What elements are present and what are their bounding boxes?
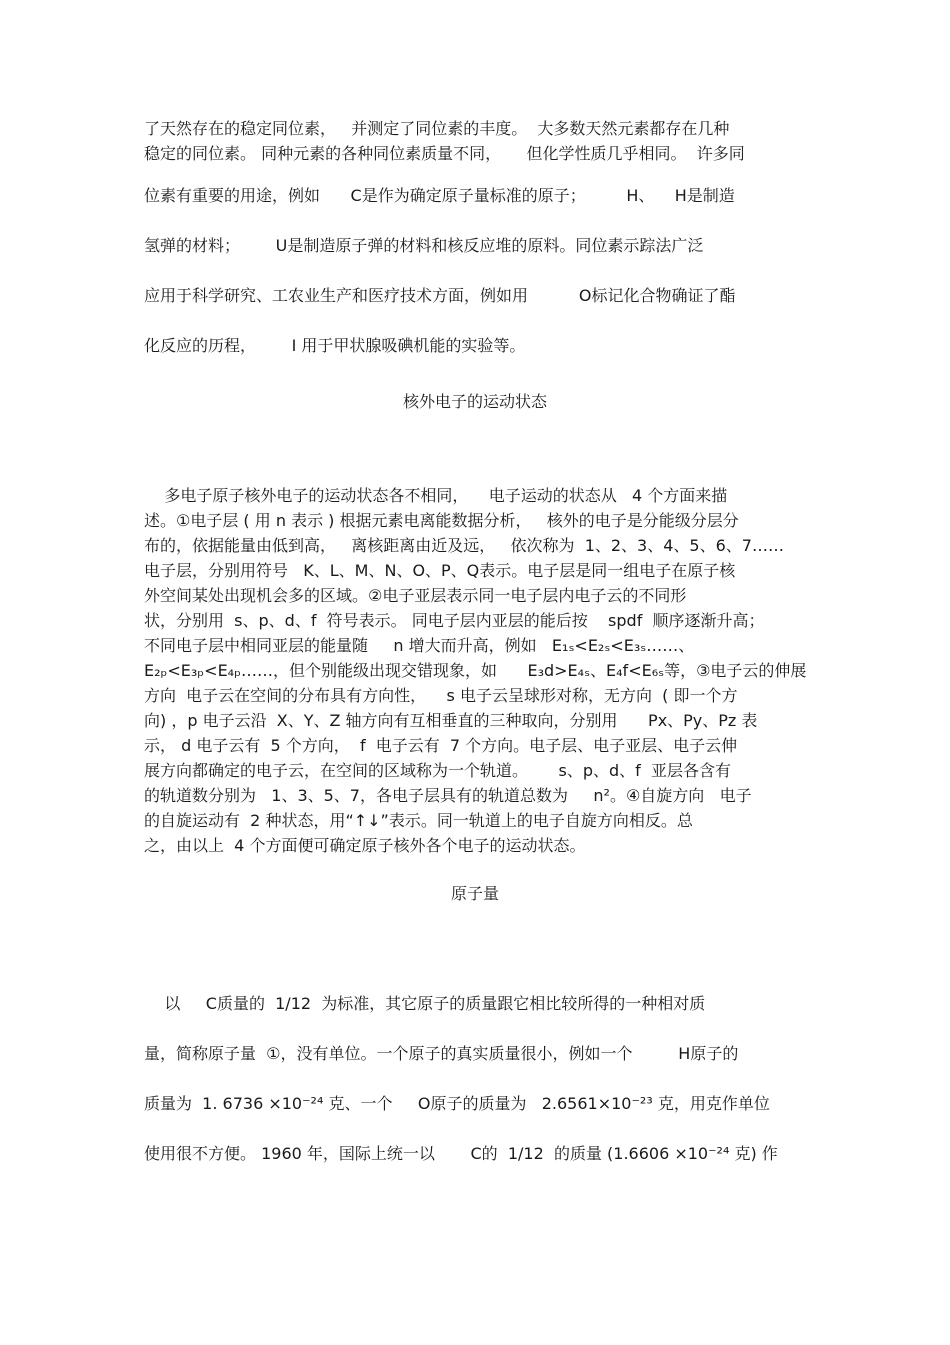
- paragraph-line: 示， d 电子云有 5 个方向， f 电子云有 7 个方向。电子层、电子亚层、电子云伸: [144, 736, 738, 755]
- paragraph-line: 向) ，p 电子云沿 X、Y、Z 轴方向有互相垂直的三种取向，分别用 Px、Py、Pz 表: [144, 711, 758, 730]
- paragraph-line: 的自旋运动有 2 种状态，用“↑↓”表示。同一轨道上的电子自旋方向相反。总: [144, 811, 693, 830]
- paragraph-line: 量，简称原子量 ①，没有单位。一个原子的真实质量很小，例如一个 H原子的: [144, 1044, 739, 1063]
- paragraph-line: 布的，依据能量由低到高， 离核距离由近及远， 依次称为 1、2、3、4、5、6、7……: [144, 536, 784, 555]
- paragraph-line: 述。①电子层 ( 用 n 表示 ) 根据元素电离能数据分析， 核外的电子是分能级分层分: [144, 511, 739, 530]
- paragraph-line: 位素有重要的用途，例如 C是作为确定原子量标准的原子； H、 H是制造: [144, 186, 735, 205]
- section-heading: 原子量: [450, 884, 499, 903]
- paragraph-line: 外空间某处出现机会多的区域。②电子亚层表示同一电子层内电子云的不同形: [144, 586, 687, 605]
- paragraph-line: 稳定的同位素。 同种元素的各种同位素质量不同， 但化学性质几乎相同。 许多同: [144, 144, 745, 163]
- paragraph-line: 状，分别用 s、p、d、f 符号表示。 同电子层内亚层的能后按 spdf 顺序逐渐升高；: [144, 611, 765, 630]
- paragraph-line: 了天然存在的稳定同位素， 并测定了同位素的丰度。 大多数天然元素都存在几种: [144, 119, 730, 138]
- section-heading: 核外电子的运动状态: [402, 392, 547, 411]
- paragraph-line: E₂ₚ<E₃ₚ<E₄ₚ……，但个别能级出现交错现象，如 E₃d>E₄ₛ、E₄f<E₆ₛ等，③电子云的伸展: [144, 661, 807, 680]
- paragraph-line: 使用很不方便。 1960 年，国际上统一以 C的 1/12 的质量 (1.6606 ×10⁻²⁴ 克) 作: [144, 1144, 778, 1163]
- paragraph-line: 氢弹的材料； U是制造原子弹的材料和核反应堆的原料。同位素示踪法广泛: [144, 236, 704, 255]
- paragraph-line: 电子层，分别用符号 K、L、M、N、O、P、Q表示。电子层是同一组电子在原子核: [144, 561, 736, 580]
- paragraph-line: 以 C质量的 1/12 为标准，其它原子的质量跟它相比较所得的一种相对质: [144, 994, 706, 1013]
- paragraph-line: 展方向都确定的电子云，在空间的区域称为一个轨道。 s、p、d、f 亚层各含有: [144, 761, 731, 780]
- paragraph-line: 应用于科学研究、工农业生产和医疗技术方面，例如用 O标记化合物确证了酯: [144, 286, 736, 305]
- paragraph-line: 的轨道数分别为 1、3、5、7，各电子层具有的轨道总数为 n²。④自旋方向 电子: [144, 786, 752, 805]
- paragraph-line: 质量为 1. 6736 ×10⁻²⁴ 克、一个 O原子的质量为 2.6561×10⁻²³ 克，用克作单位: [144, 1094, 770, 1113]
- paragraph-line: 化反应的历程， I 用于甲状腺吸碘机能的实验等。: [144, 336, 526, 355]
- paragraph-line: 之，由以上 4 个方面便可确定原子核外各个电子的运动状态。: [144, 836, 586, 855]
- paragraph-line: 多电子原子核外电子的运动状态各不相同， 电子运动的状态从 4 个方面来描: [144, 486, 728, 505]
- paragraph-line: 方向 电子云在空间的分布具有方向性， s 电子云呈球形对称，无方向 ( 即一个方: [144, 686, 738, 705]
- paragraph-line: 不同电子层中相同亚层的能量随 n 增大而升高，例如 E₁ₛ<E₂ₛ<E₃ₛ……、: [144, 636, 695, 655]
